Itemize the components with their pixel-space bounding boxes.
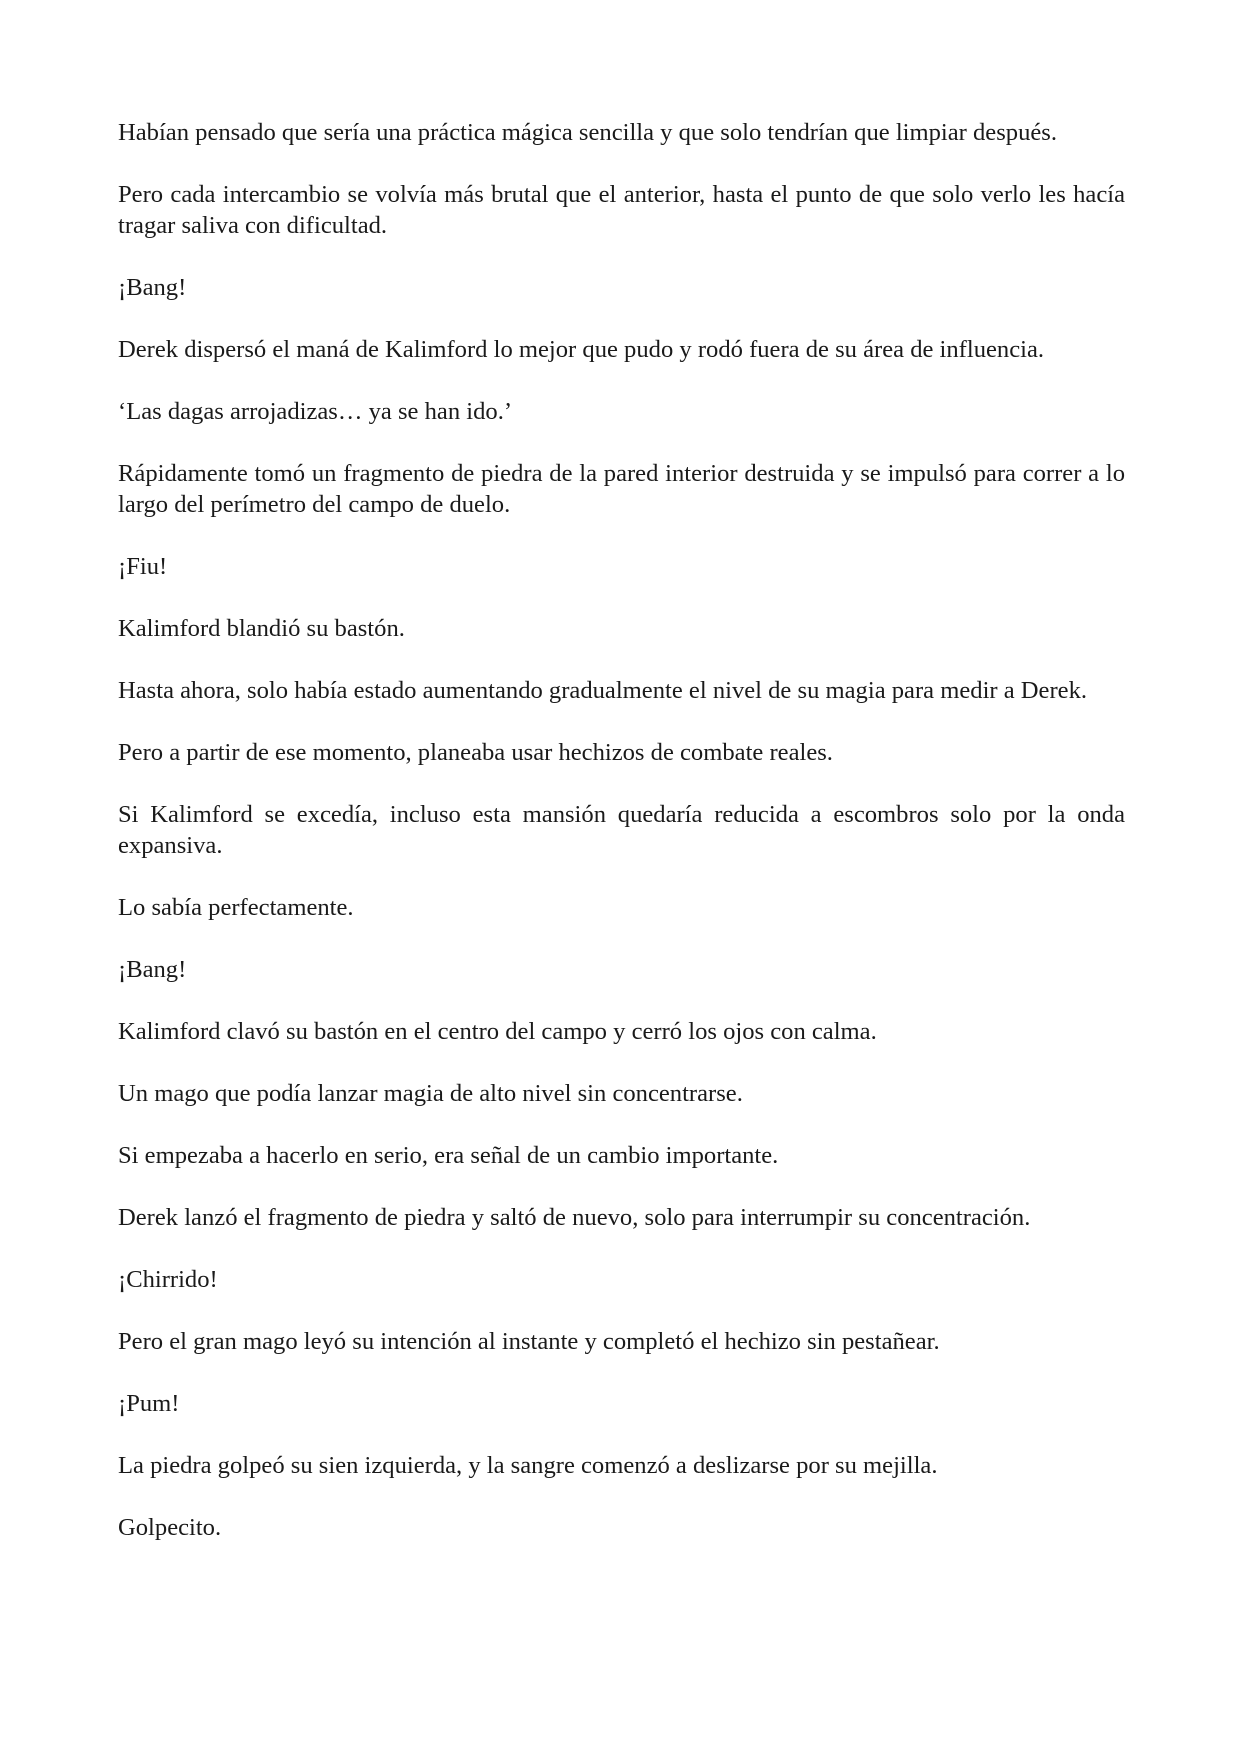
paragraph-13: ¡Bang! [118,956,187,983]
paragraph-1: Habían pensado que sería una práctica mágica sencilla y que solo tendrían que limpiar después. [118,119,1058,146]
paragraph-7: ¡Fiu! [118,553,168,580]
paragraph-5: ‘Las dagas arrojadizas… ya se han ido.’ [118,398,513,425]
paragraph-9: Hasta ahora, solo había estado aumentando gradualmente el nivel de su magia para medir a Derek. [118,677,1088,704]
paragraph-14: Kalimford clavó su bastón en el centro del campo y cerró los ojos con calma. [118,1018,877,1045]
paragraph-6: Rápidamente tomó un fragmento de piedra de la pared interior destruida y se impulsó para correr a lo largo del perímetro del campo de duelo. [118,460,1125,518]
paragraph-18: ¡Chirrido! [118,1266,218,1293]
paragraph-4: Derek dispersó el maná de Kalimford lo mejor que pudo y rodó fuera de su área de influencia. [118,336,1045,363]
paragraph-20: ¡Pum! [118,1390,180,1417]
paragraph-10: Pero a partir de ese momento, planeaba usar hechizos de combate reales. [118,739,833,766]
paragraph-2: Pero cada intercambio se volvía más brutal que el anterior, hasta el punto de que solo verlo les hacía tragar saliva con dificultad. [118,181,1125,239]
paragraph-17: Derek lanzó el fragmento de piedra y saltó de nuevo, solo para interrumpir su concentración. [118,1204,1031,1231]
body-text [118,117,1125,1574]
paragraph-22: Golpecito. [118,1514,222,1541]
paragraph-3: ¡Bang! [118,274,187,301]
paragraph-8: Kalimford blandió su bastón. [118,615,405,642]
paragraph-15: Un mago que podía lanzar magia de alto nivel sin concentrarse. [118,1080,743,1107]
paragraph-16: Si empezaba a hacerlo en serio, era señal de un cambio importante. [118,1142,779,1169]
paragraph-21: La piedra golpeó su sien izquierda, y la sangre comenzó a deslizarse por su mejilla. [118,1452,938,1479]
paragraph-12: Lo sabía perfectamente. [118,894,354,921]
paragraph-19: Pero el gran mago leyó su intención al instante y completó el hechizo sin pestañear. [118,1328,940,1355]
paragraph-11: Si Kalimford se excedía, incluso esta mansión quedaría reducida a escombros solo por la onda expansiva. [118,801,1125,859]
